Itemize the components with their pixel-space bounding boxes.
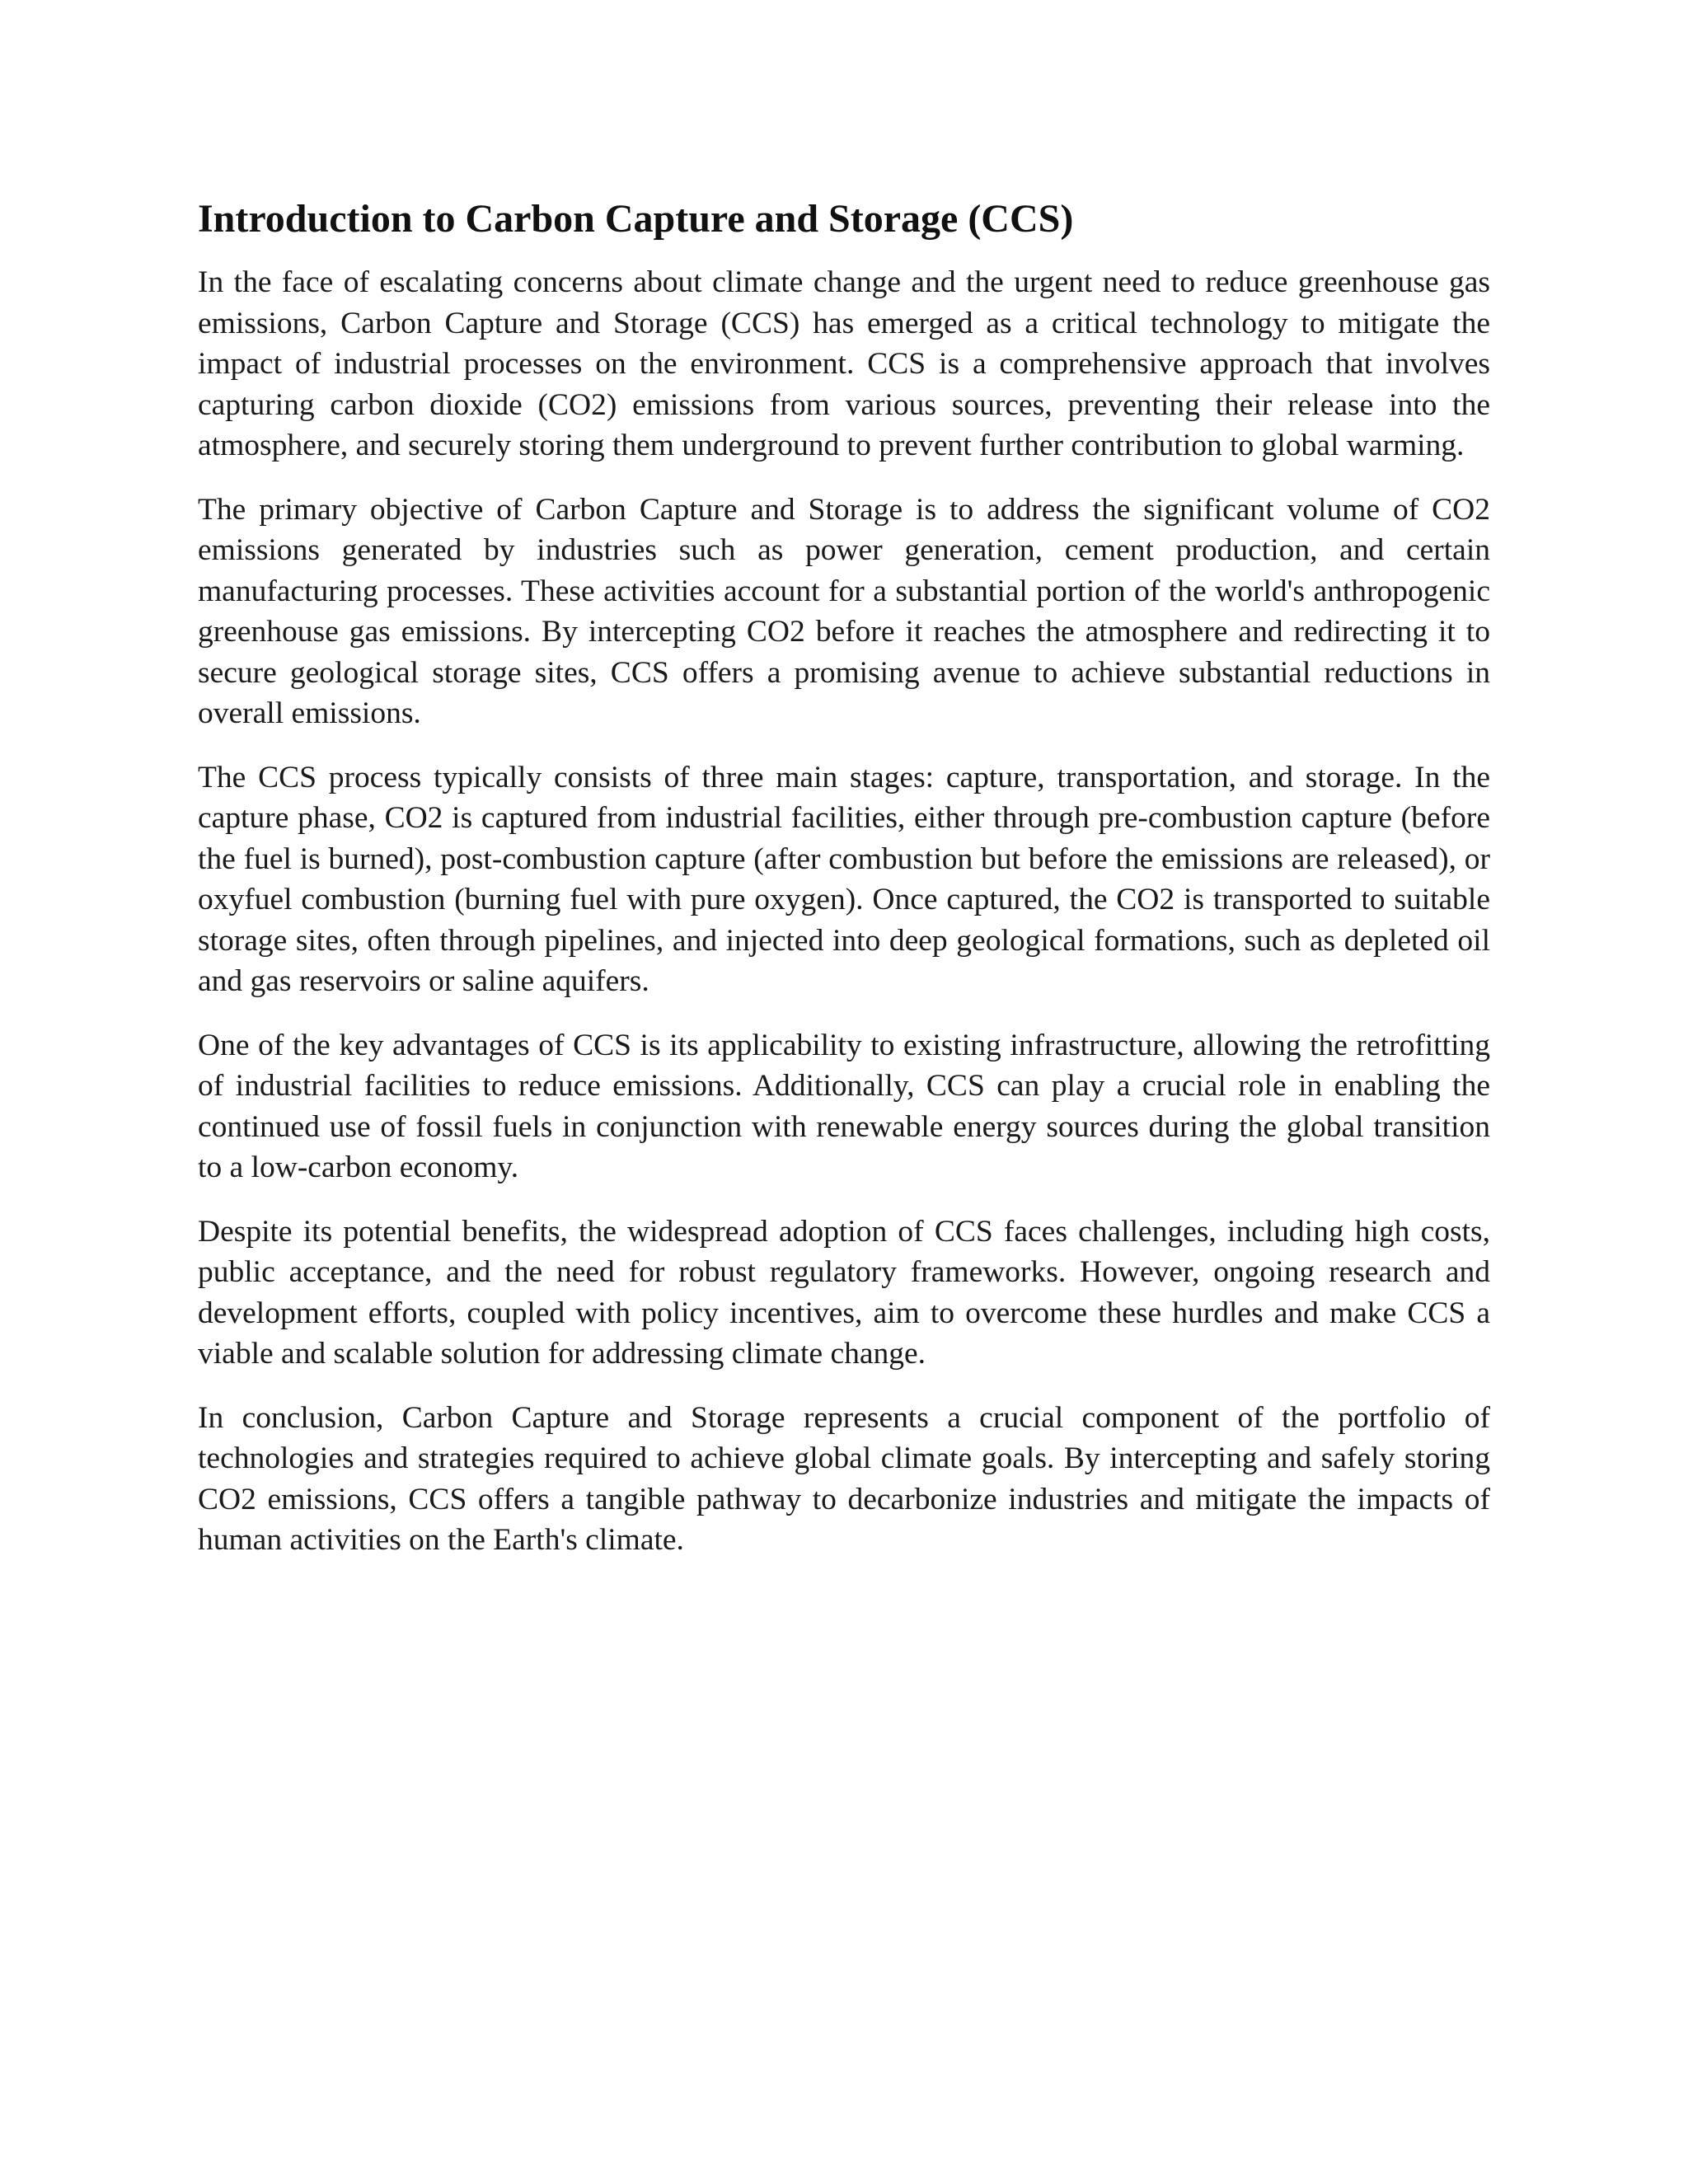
paragraph-introduction: In the face of escalating concerns about climate change and the urgent need to reduce greenhouse gas emissions, Carbon Capture and Storage (CCS) has emerged as a critical technology to mitigate the impact of industrial processes on the environment. CCS is a comprehensive approach that involves capturing carbon dioxide (CO2) emissions from various sources, preventing their release into the atmosphere, and securely storing them underground to prevent further contribution to global warming. (198, 265, 1490, 462)
document-title: Introduction to Carbon Capture and Storage (CCS) (198, 197, 1074, 241)
paragraph-objective: The primary objective of Carbon Capture and Storage is to address the significant volume of CO2 emissions generated by industries such as power generation, cement production, and certain manufacturing processes. These activities account for a substantial portion of the world's anthropogenic greenhouse gas emissions. By intercepting CO2 before it reaches the atmosphere and redirecting it to secure geological storage sites, CCS offers a promising avenue to achieve substantial reductions in overall emissions. (198, 492, 1490, 730)
paragraph-advantages: One of the key advantages of CCS is its applicability to existing infrastructure, allowing the retrofitting of industrial facilities to reduce emissions. Additionally, CCS can play a crucial role in enabling the continued use of fossil fuels in conjunction with renewable energy sources during the global transition to a low-carbon economy. (198, 1028, 1490, 1184)
paragraph-challenges: Despite its potential benefits, the widespread adoption of CCS faces challenges, including high costs, public acceptance, and the need for robust regulatory frameworks. However, ongoing research and development efforts, coupled with policy incentives, aim to overcome these hurdles and make CCS a viable and scalable solution for addressing climate change. (198, 1214, 1490, 1371)
paragraph-process: The CCS process typically consists of three main stages: capture, transportation, and storage. In the capture phase, CO2 is captured from industrial facilities, either through pre-combustion capture (before the fuel is burned), post-combustion capture (after combustion but before the emissions are released), or oxyfuel combustion (burning fuel with pure oxygen). Once captured, the CO2 is transported to suitable storage sites, often through pipelines, and injected into deep geological formations, such as depleted oil and gas reservoirs or saline aquifers. (198, 760, 1490, 998)
paragraph-conclusion: In conclusion, Carbon Capture and Storage represents a crucial component of the portfolio of technologies and strategies required to achieve global climate goals. By intercepting and safely storing CO2 emissions, CCS offers a tangible pathway to decarbonize industries and mitigate the impacts of human activities on the Earth's climate. (198, 1400, 1490, 1557)
document-page (198, 194, 1490, 1584)
